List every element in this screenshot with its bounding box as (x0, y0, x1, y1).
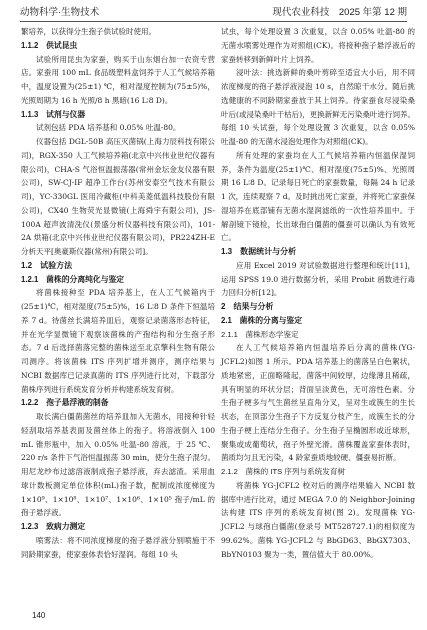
subsection-heading: 1.2.1 菌株的分离纯化与鉴定 (21, 274, 125, 284)
page-header (0, 0, 427, 21)
body-paragraph: 试剂包括 PDA 培养基和 0.05% 吐温-80。 (36, 123, 181, 133)
body-paragraph: 繁培养，以获得分生孢子供试验时使用。 (21, 27, 156, 36)
body-paragraph: 取长满白僵菌菌丝的培养皿加入无菌水，用接种针轻轻刮取培养基表面及菌丝体上的孢子。将溶液倒入 100 mL 锥形瓶中，加入 0.05% 吐温-80 溶液，于 25 ℃、220 r/s 条件下气浴恒温振荡 30 min，使分生孢子混匀。用尼龙纱布过滤溶液制成孢子悬浮液，弃去滤渣。采用血球计数板测定单位体积(mL)孢子数，配制成浓度梯度为 1×10⁹、1×10⁸、1×10⁷、1×10⁶、1×10⁵ 孢子/mL 的孢子悬浮液。 (21, 412, 215, 518)
left-column (21, 25, 215, 561)
section-heading: 1.2 试验方法 (21, 260, 73, 270)
body-paragraph: 在人工气候培养箱内恒温培养后分离的菌株(YG-JCFL2)如图 1 所示。PDA 培养基上的菌落呈白色絮状，质地紧密，正面略隆起，菌落中间较厚，边缘薄且稀疏，具有明显的环状分层；背面呈淡黄色，无可溶性色素。分生孢子梗多与气生菌丝呈直角分叉，呈对生或簇生的生长状态，在顶部分生孢子下方反复分枝产生，成簇生长的分生孢子梗上连结分生孢子。分生孢子呈椭圆形或近球形，聚集或成葡萄状，孢子外壁光滑。菌株覆盖家蚕体表时，菌质均匀且无污染，4 龄家蚕质地较硬、僵蚕易折断。 (221, 343, 415, 463)
subsubsection-heading: 2.1.1 菌株形态学鉴定 (221, 329, 299, 339)
subsection-heading: 1.1.2 供试昆虫 (21, 40, 78, 50)
body-paragraph: 喷雾法：将不同浓度梯度的孢子悬浮液分别喷施于不同龄期家蚕，使家蚕体表恰好湿润。每组 10 头 (21, 535, 215, 559)
body-paragraph: 试验所用昆虫为家蚕，购买于山东烟台加一农资专营店。家蚕用 100 mL 食品级塑料盒饲养于人工气候培养箱中，温度设置为(25±1) ℃，相对湿度控制为(75±5)%，光照周期为 16 h 光照/8 h 黑暗(16 L∶8 D)。 (21, 54, 215, 105)
right-column (221, 25, 415, 561)
section-heading: 1.3 数据统计与分析 (221, 247, 297, 256)
journal-issue: 现代农业科技 2025 年第 12 期 (272, 6, 407, 18)
subsection-heading: 2.1 菌株的分离与鉴定 (221, 315, 303, 325)
body-paragraph: 所有处理的家蚕均在人工气候培养箱内恒温保湿饲养，条件为温度(25±1)℃、相对湿度(75±5)%、光照周期 16 L∶8 D。记录每日死亡的家蚕数量，每隔 24 h 记录 1 次，连续观察 7 d。及时挑出死亡家蚕，并将死亡家蚕保湿培养在底部铺有无菌水湿润滤纸的一次性培养皿中。于解剖镜下镜检，长出球孢白僵菌的僵蚕可以确认为有效死亡。 (221, 150, 415, 243)
section-heading: 2 结果与分析 (221, 302, 274, 311)
header-rule (20, 21, 407, 22)
body-paragraph: 浸叶法：挑选新鲜的桑叶剪碎至适宜大小后，用不同浓度梯度的孢子悬浮液浸泡 10 s，自然晾干水分。随后挑选健康的不同龄期家蚕放于其上饲养。待家蚕食尽浸染桑叶后(或浸染桑叶干枯后)，更换新鲜无污染桑叶进行饲养。每组 10 头试蚕，每个处理设置 3 次重复，以含 0.05% 吐温-80 的无菌水浸泡处理作为对照组(CK)。 (221, 68, 415, 146)
body-paragraph: 仪器包括 DGL-50B 高压灭菌锅(上海力辰科技有限公司)，RGX-350 人工气候培养箱(北京中兴伟业世纪仪器有限公司)，CHA-S 气浴恒温振荡器(常州金坛金友仪器有限公司)，SW-CJ-IF 超净工作台(苏州安泰空气技术有限公司)，YC-330GL 医用冷藏柜(中科美菱低温科技股份有限公司)，CX40 生物荧光显微镜(上海舜宇有限公司)，JS-100A 超声波清洗仪(景盛分析仪器科技有限公司)，101-2A 烘箱(北京中兴伟业世纪仪器有限公司)，PR224ZH-E 分析天平[奥豪斯仪器(常州)有限公司]。 (21, 137, 215, 256)
subsubsection-heading: 2.1.2 菌株的 ITS 序列与系统发育树 (221, 467, 346, 476)
subsection-heading: 1.2.3 致病力测定 (21, 522, 86, 531)
body-paragraph: 应用 Excel 2019 对试验数据进行整理和统计[11]，运用 SPSS 19.0 进行数据分析，采用 Probit 函数进行毒力回归分析[12]。 (221, 260, 415, 298)
subsection-heading: 1.1.3 试剂与仪器 (21, 109, 86, 119)
page-number: 140 (32, 611, 46, 620)
subsection-heading: 1.2.2 孢子悬浮液的制备 (21, 398, 109, 408)
body-paragraph: 试虫，每个处理设置 3 次重复，以含 0.05% 吐温-80 的无菌水喷雾处理作为对照组(CK)。将接种孢子悬浮液后的家蚕转移到新鲜叶片上饲养。 (221, 27, 415, 64)
journal-section: 动物科学·生物技术 (20, 6, 100, 18)
body-paragraph: 将菌株 YG-JCFL2 校对后的测序结果输入 NCBI 数据库中进行比对，通过 MEGA 7.0 的 Neighbor-Joining 法构建 ITS 序列的系统发育树(图 2)。发现菌株 YG-JCFL2 与球孢白僵菌(登录号 MT528727.1)的相似度为 99.62%。菌株 YG-JCFL2 与 BbGD63、BbGX7303、BbYN0103 聚为一类，置信值大于 80.00%。 (221, 480, 415, 559)
body-paragraph: 将菌株接种至 PDA 培养基上，在人工气候箱内于(25±1)℃，相对湿度(75±5)%，16 L∶8 D 条件下恒温培养 7 d。待菌丝长满培养皿后，观察记录菌落形态特征，并在光学显微镜下观察该菌株的产孢结构和分生孢子形态。7 d 后选择菌落完整的菌株送至北京擎科生物有限公司测序。将该菌株 ITS 序列扩增并测序，测序结果与 NCBI 数据库已记录真菌的 ITS 序列进行比对，下载部分菌株序列进行系统发育分析并构建系统发育树。 (21, 288, 215, 394)
